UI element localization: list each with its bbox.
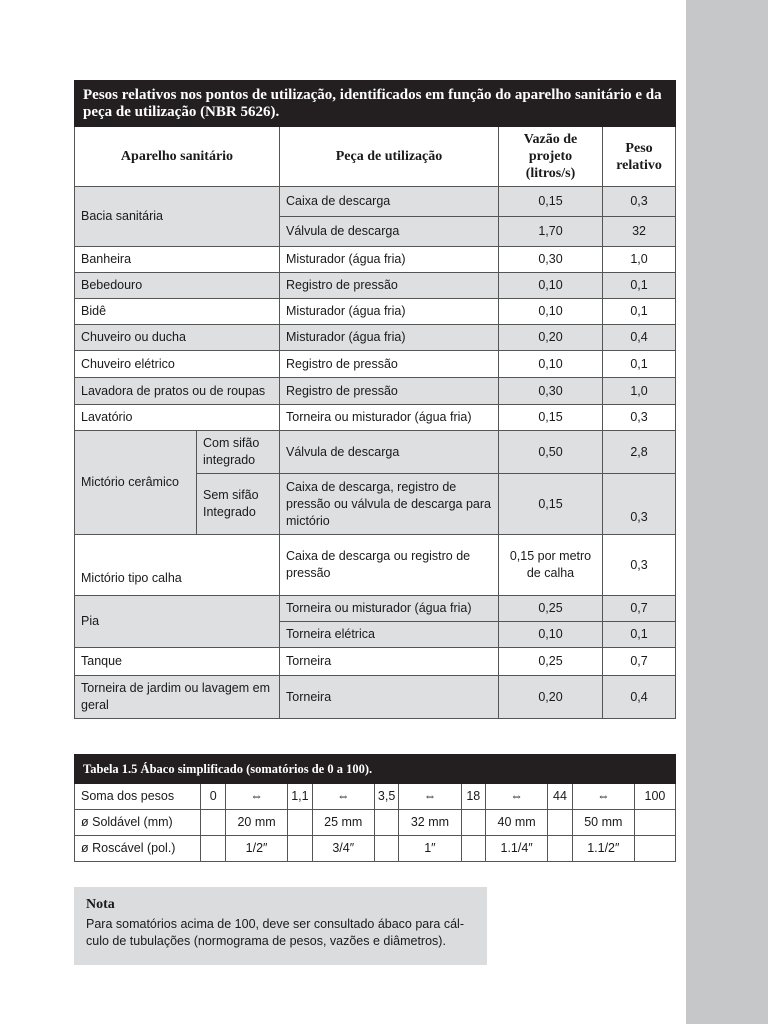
soma-value: 100 [634,784,675,810]
vazao-cell: 0,15 [499,187,603,217]
peso-cell: 2,8 [603,431,676,474]
aparelho-cell: Torneira de jardim ou lavagem em geral [75,676,280,719]
diameter-cell: 20 mm [225,810,287,836]
peso-cell: 32 [603,217,676,247]
vazao-cell: 0,10 [499,299,603,325]
peca-cell: Misturador (água fria) [280,247,499,273]
soma-value: 1,1 [288,784,312,810]
peca-cell: Misturador (água fria) [280,325,499,351]
diameter-cell: 32 mm [399,810,461,836]
peso-cell: 0,1 [603,622,676,648]
diameter-cell: 3/4″ [312,836,374,862]
vazao-cell: 0,20 [499,325,603,351]
peca-cell: Registro de pressão [280,351,499,378]
sub-aparelho-cell: Sem sifão Integrado [197,474,280,535]
aparelho-cell: Banheira [75,247,280,273]
diameter-cell: 1/2″ [225,836,287,862]
roscavel-label: ø Roscável (pol.) [75,836,201,862]
aparelho-cell: Chuveiro elétrico [75,351,280,378]
aparelho-cell: Lavatório [75,405,280,431]
header-aparelho: Aparelho sanitário [75,127,280,187]
vazao-cell: 0,25 [499,648,603,676]
double-arrow-icon: ⇔ [572,784,634,810]
soma-value: 3,5 [374,784,398,810]
peca-cell: Misturador (água fria) [280,299,499,325]
diameter-cell: 1.1/4″ [486,836,548,862]
vazao-cell: 0,25 [499,596,603,622]
side-margin-band [686,0,768,1024]
aparelho-cell: Chuveiro ou ducha [75,325,280,351]
double-arrow-icon: ⇔ [225,784,287,810]
peca-cell: Caixa de descarga ou registro de pressão [280,535,499,596]
aparelho-cell: Bebedouro [75,273,280,299]
peso-cell: 0,1 [603,351,676,378]
peso-cell: 0,3 [603,535,676,596]
peca-cell: Válvula de descarga [280,217,499,247]
peso-cell: 0,1 [603,273,676,299]
abacus-table-title: Tabela 1.5 Ábaco simplificado (somatórios de 0 a 100). [75,755,676,784]
peca-cell: Torneira [280,648,499,676]
soma-value: 44 [548,784,572,810]
note-title: Nota [86,897,115,912]
vazao-cell: 0,30 [499,247,603,273]
peca-cell: Caixa de descarga, registro de pressão ou válvula de descarga para mictório [280,474,499,535]
peca-cell: Registro de pressão [280,273,499,299]
vazao-cell: 1,70 [499,217,603,247]
peso-cell: 1,0 [603,378,676,405]
soldavel-label: ø Soldável (mm) [75,810,201,836]
header-peca: Peça de utilização [280,127,499,187]
double-arrow-icon: ⇔ [312,784,374,810]
soma-label: Soma dos pesos [75,784,201,810]
peso-cell: 0,4 [603,325,676,351]
aparelho-cell: Bidê [75,299,280,325]
peso-cell: 0,7 [603,648,676,676]
diameter-cell: 40 mm [486,810,548,836]
weights-table-title: Pesos relativos nos pontos de utilização, identificados em função do aparelho sanitário e da peça de utilização (NBR 5626). [75,81,676,127]
peso-cell: 1,0 [603,247,676,273]
aparelho-cell: Tanque [75,648,280,676]
vazao-cell: 0,15 [499,405,603,431]
peso-cell: 0,3 [603,405,676,431]
vazao-cell: 0,20 [499,676,603,719]
sub-aparelho-cell: Com sifão integrado [197,431,280,474]
vazao-cell: 0,10 [499,351,603,378]
diameter-cell: 1.1/2″ [572,836,634,862]
peso-cell: 0,3 [603,187,676,217]
peso-cell: 0,1 [603,299,676,325]
peca-cell: Torneira ou misturador (água fria) [280,405,499,431]
peca-cell: Torneira elétrica [280,622,499,648]
diameter-cell: 50 mm [572,810,634,836]
peca-cell: Registro de pressão [280,378,499,405]
diameter-cell: 1″ [399,836,461,862]
weights-table [74,80,676,719]
aparelho-cell: Mictório tipo calha [75,535,280,596]
peca-cell: Torneira ou misturador (água fria) [280,596,499,622]
vazao-cell: 0,10 [499,622,603,648]
header-peso: Peso relativo [603,127,676,187]
diameter-cell: 25 mm [312,810,374,836]
vazao-cell: 0,15 [499,474,603,535]
abacus-table [74,754,676,862]
double-arrow-icon: ⇔ [399,784,461,810]
peso-cell: 0,7 [603,596,676,622]
note-text: Para somatórios acima de 100, deve ser consultado ábaco para cál- culo de tubulações (normograma de pesos, vazões e diâmetros). [86,917,464,948]
note-box [74,887,487,965]
peso-cell: 0,4 [603,676,676,719]
aparelho-cell: Bacia sanitária [75,187,280,247]
soma-value: 0 [201,784,225,810]
aparelho-cell: Lavadora de pratos ou de roupas [75,378,280,405]
vazao-cell: 0,10 [499,273,603,299]
peso-cell: 0,3 [603,474,676,535]
peca-cell: Torneira [280,676,499,719]
peca-cell: Caixa de descarga [280,187,499,217]
vazao-cell: 0,15 por metro de calha [499,535,603,596]
aparelho-cell: Mictório cerâmico [75,431,197,535]
aparelho-cell: Pia [75,596,280,648]
double-arrow-icon: ⇔ [486,784,548,810]
soma-value: 18 [461,784,485,810]
vazao-cell: 0,30 [499,378,603,405]
header-vazao: Vazão de projeto (litros/s) [499,127,603,187]
vazao-cell: 0,50 [499,431,603,474]
peca-cell: Válvula de descarga [280,431,499,474]
